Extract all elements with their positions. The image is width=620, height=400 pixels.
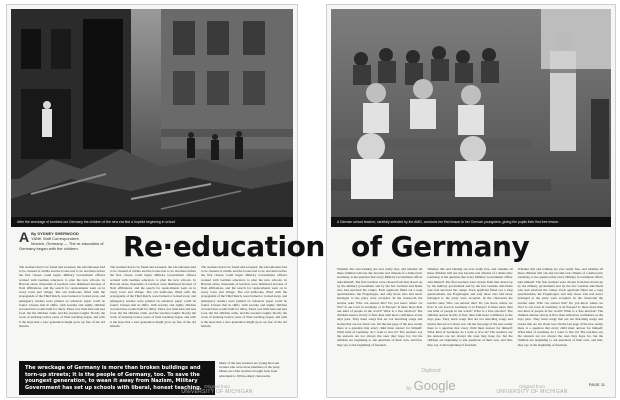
drop-cap: A	[19, 229, 30, 245]
body-columns-left	[19, 265, 287, 359]
watermark-google	[401, 359, 461, 395]
watermark-university: UNIVERSITY OF MICHIGAN	[496, 389, 568, 395]
byline-lead: Munich, Germany — The re-education of Germany began with the children.	[19, 241, 104, 251]
body-column: The teachers had to be found and screened, the schoolhouses had to be cleaned of rubble and the books had to be rewritten before the first classes could begin. Military Government officers worked with German educators to plan the new schools. In Bavaria alone, thousands of teachers were dismissed because of Nazi affiliations, and the search for replacements went on in every town and village. The old textbooks, filled with the propaganda of the Third Reich, were burned or locked away, and emergency readers were printed on whatever paper could be found. Classes met in shifts, with seventy and eighty children crowded into rooms built for thirty. There was little heat and less food, but the children came, and the teachers taught. Slowly the work of undoing twelve years of Nazi teaching began, and with it the hope that a new generation might grow up free of the old hatreds.	[201, 265, 287, 328]
watermark-small: Original from	[204, 384, 230, 389]
body-column: Whether this and training are ever really free, and whether all these children will one day become real citizens of a democratic Germany, is the question that every Military Government officer asks himself. The first teachers were chosen from lists drawn up by the military government and by the few German anti-Nazis who had survived the camps. Each applicant filled out a long questionnaire, the Fragebogen, and only those who had never belonged to the party were accepted. In the classroom the teacher asks: Who can answer this? Do you know where we live? Is our town in Germany or in Europe? Is there more than one kind of people in the world? What is a free election? The children answer slowly at first, then with more confidence as the days pass. They learn songs that are not marching songs and stories that are not about war. On the last page of the new reader there is a question that every child must answer for himself: What kind of Germany do I want to live in? The teachers say the answers are not always the ones they hope for, but the children are beginning to ask questions of their own, and that, they say, is the beginning of freedom.	[427, 267, 513, 347]
body-column: The teachers had to be found and screened, the schoolhouses had to be cleaned of rubble and the books had to be rewritten before the first classes could begin. Military Government officers worked with German educators to plan the new schools. In Bavaria alone, thousands of teachers were dismissed because of Nazi affiliations, and the search for replacements went on in every town and village. The old textbooks, filled with the propaganda of the Third Reich, were burned or locked away, and emergency readers were printed on whatever paper could be found. Classes met in shifts, with seventy and eighty children crowded into rooms built for thirty. There was little heat and less food, but the children came, and the teachers taught. Slowly the work of undoing twelve years of Nazi teaching began, and with it the hope that a new generation might grow up free of the old hatreds.	[19, 265, 105, 328]
google-logo-text: Google	[413, 378, 456, 393]
classroom-image	[331, 9, 611, 217]
watermark-small: Original from	[519, 384, 545, 389]
photo-caption: A German school teacher, carefully selected by the AMG, conducts her first lesson to her German youngsters, giving the pupils their first free lesson.	[331, 217, 611, 227]
body-column: The teachers had to be found and screened, the schoolhouses had to be cleaned of rubble and the books had to be rewritten before the first classes could begin. Military Government officers worked with German educators to plan the new schools. In Bavaria alone, thousands of teachers were dismissed because of Nazi affiliations, and the search for replacements went on in every town and village. The old textbooks, filled with the propaganda of the Third Reich, were burned or locked away, and emergency readers were printed on whatever paper could be found. Classes met in shifts, with seventy and eighty children crowded into rooms built for thirty. There was little heat and less food, but the children came, and the teachers taught. Slowly the work of undoing twelve years of Nazi teaching began, and with it the hope that a new generation might grow up free of the old hatreds.	[110, 265, 196, 328]
deck-side-text: Many of the new teachers are young men and women who were never members of the party. Others are older teachers brought back from retirement to fill the empty classrooms.	[219, 361, 281, 378]
body-column: Whether this and training are ever really free, and whether all these children will one day become real citizens of a democratic Germany, is the question that every Military Government officer asks himself. The first teachers were chosen from lists drawn up by the military government and by the few German anti-Nazis who had survived the camps. Each applicant filled out a long questionnaire, the Fragebogen, and only those who had never belonged to the party were accepted. In the classroom the teacher asks: Who can answer this? Do you know where we live? Is our town in Germany or in Europe? Is there more than one kind of people in the world? What is a free election? The children answer slowly at first, then with more confidence as the days pass. They learn songs that are not marching songs and stories that are not about war. On the last page of the new reader there is a question that every child must answer for himself: What kind of Germany do I want to live in? The teachers say the answers are not always the ones they hope for, but the children are beginning to ask questions of their own, and that, they say, is the beginning of freedom.	[517, 267, 603, 347]
deck-box: The wreckage of Germany is more than broken buildings and torn-up streets; it is the people of Germany, too. To save the youngest generation, to wean it away from Nazism, Military Government has set up schools with liberal, honest teaching.	[19, 361, 215, 395]
watermark-right	[477, 384, 587, 395]
bombed-street-photo	[11, 9, 293, 217]
body-columns-right	[337, 267, 603, 379]
right-page	[326, 4, 616, 398]
watermark-google-prefix: Digitized by	[406, 368, 441, 392]
bombed-street-image	[11, 9, 293, 217]
watermark-university: UNIVERSITY OF MICHIGAN	[181, 389, 253, 395]
headline-right: of Germany	[351, 230, 530, 263]
photo-caption: After the wreckage of bombed-out Germany the children of the new era find a hopeful beginning in school	[11, 217, 293, 227]
byline-role: YANK Staff Correspondent	[31, 236, 79, 241]
byline-author: By SYDNEY SHERWOOD	[31, 231, 79, 236]
watermark-left	[157, 384, 277, 395]
classroom-photo	[331, 9, 611, 217]
page-number: PAGE 11	[588, 382, 605, 387]
byline	[19, 231, 119, 251]
left-page	[6, 4, 325, 398]
body-column: Whether this and training are ever really free, and whether all these children will one day become real citizens of a democratic Germany, is the question that every Military Government officer asks himself. The first teachers were chosen from lists drawn up by the military government and by the few German anti-Nazis who had survived the camps. Each applicant filled out a long questionnaire, the Fragebogen, and only those who had never belonged to the party were accepted. In the classroom the teacher asks: Who can answer this? Do you know where we live? Is our town in Germany or in Europe? Is there more than one kind of people in the world? What is a free election? The children answer slowly at first, then with more confidence as the days pass. They learn songs that are not marching songs and stories that are not about war. On the last page of the new reader there is a question that every child must answer for himself: What kind of Germany do I want to live in? The teachers say the answers are not always the ones they hope for, but the children are beginning to ask questions of their own, and that, they say, is the beginning of freedom.	[337, 267, 423, 347]
headline-left: Re·education	[123, 230, 325, 263]
